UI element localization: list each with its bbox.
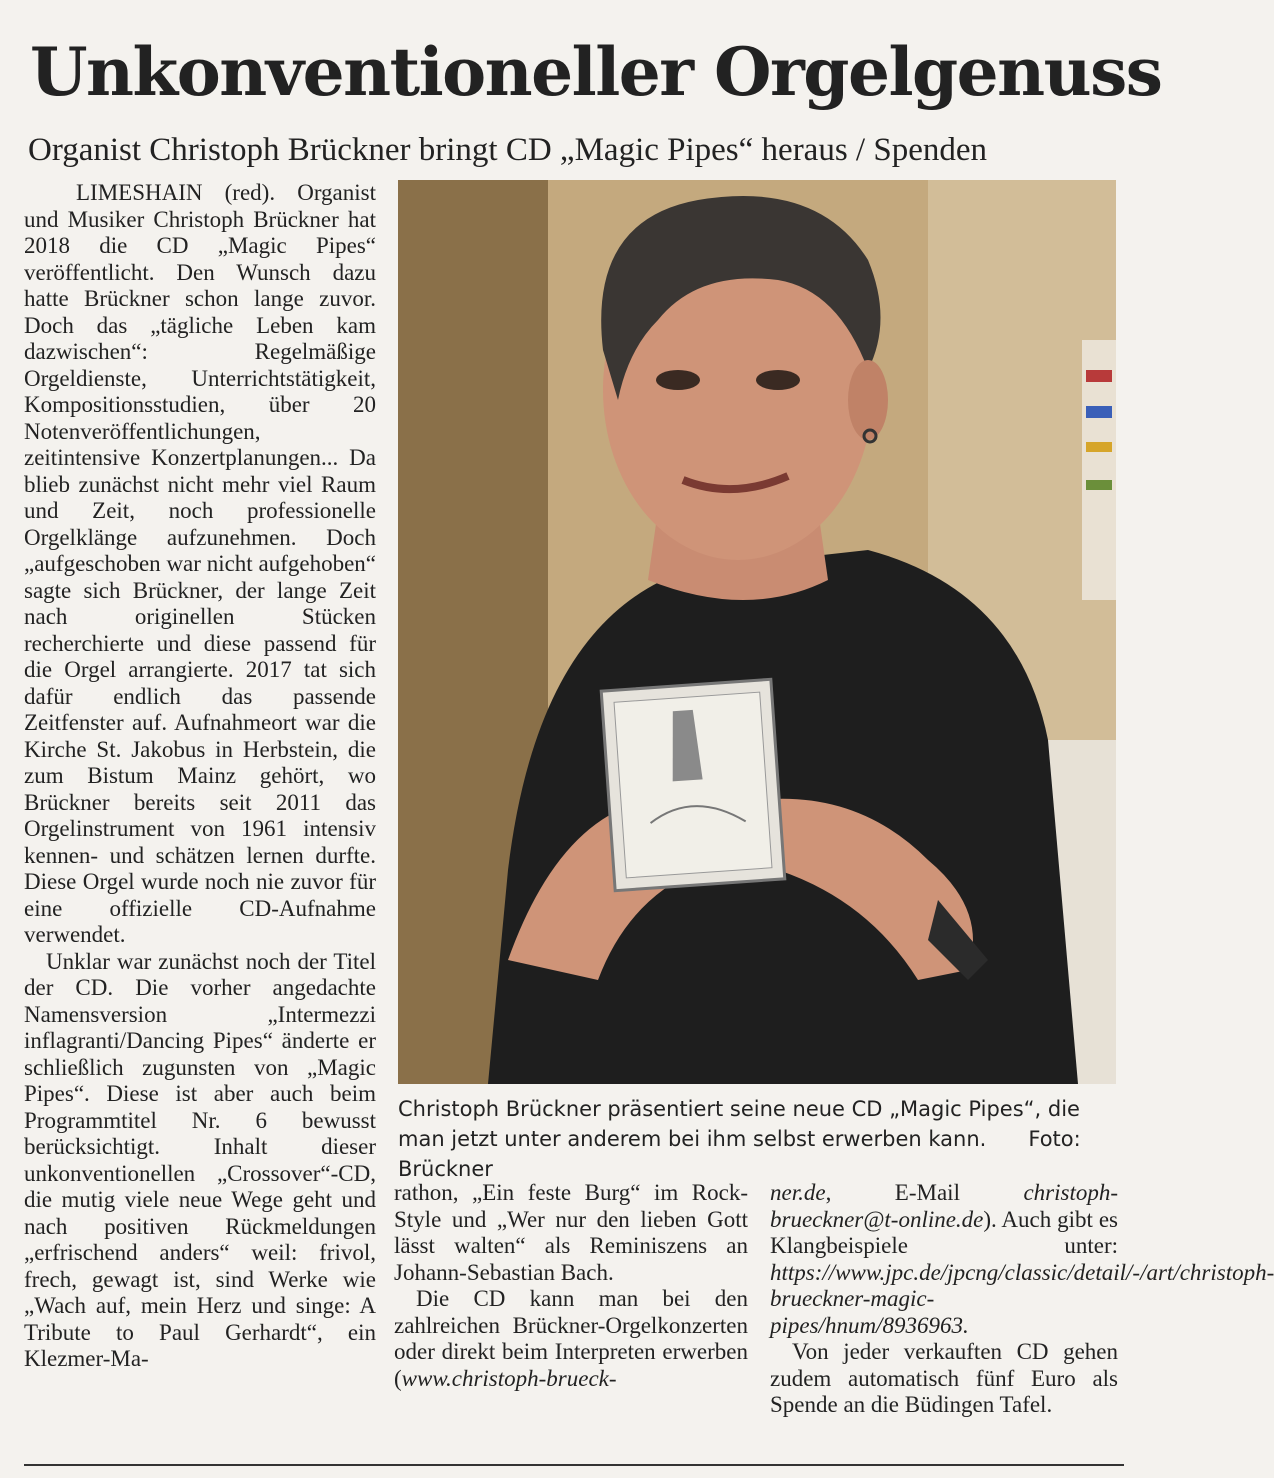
- photo-credit: Foto: Brückner: [398, 1127, 1081, 1181]
- paragraph-5: [770, 1180, 1274, 1339]
- paragraph-2: Unklar war zunächst noch der Titel der CD. Die vorher angedachte Namensversion „Intermezzi inflagranti/Dancing Pipes“ änderte er schließlich zugunsten von „Magic Pipes“. Diese ist aber auch beim Programmtitel Nr. 6 bewusst berücksichtigt. Inhalt dieser unkonventionellen „Crossover“-CD, die mutig viele neue Wege geht und nach positiven Rückmeldungen „erfrischend anders“ weil: frivol, frech, gewagt ist, sind Werke wie „Wach auf, mein Herz und singe: A Tribute to Paul Gerhardt“, ein Klezmer-Ma-: [24, 948, 376, 1371]
- caption-text: Christoph Brückner präsentiert seine neue CD „Magic Pipes“, die man jetzt unter anderem bei ihm selbst erwerben kann.: [398, 1097, 1080, 1151]
- portrait-illustration: [398, 180, 1116, 1084]
- paragraph-4: [394, 1286, 748, 1392]
- paragraph-6: Von jeder verkauften CD gehen zudem automatisch fünf Euro als Spende an die Büdingen Tafel.: [770, 1339, 1118, 1417]
- cd-case: [601, 679, 785, 890]
- article-photo: [398, 180, 1116, 1084]
- website-link-end[interactable]: ner.de: [770, 1180, 826, 1205]
- article-column-1: [24, 180, 376, 1373]
- paragraph-4-text: Die CD kann man bei den zahlreichen Brückner-Orgelkonzerten oder direkt beim Interpreten erwerben (: [394, 1286, 748, 1391]
- subheadline: Organist Christoph Brückner bringt CD „Magic Pipes“ heraus / Spenden: [28, 132, 987, 168]
- article-column-3: [770, 1180, 1274, 1419]
- bottom-divider: [24, 1464, 1124, 1466]
- photo-caption: [398, 1094, 1120, 1184]
- audio-samples-text: ). Auch gibt es Klangbeispiele unter:: [770, 1206, 1118, 1258]
- paragraph-1: LIMESHAIN (red). Organist und Musiker Christoph Brückner hat 2018 die CD „Magic Pipes“ veröffentlicht. Den Wunsch dazu hatte Brückner schon lange zuvor. Doch das „tägliche Leben kam dazwischen“: Regelmäßige Orgeldienste, Unterrichtstätigkeit, Kompositionsstudien, über 20 Notenveröffentlichungen, zeitintensive Konzertplanungen... Da blieb zunächst nicht mehr viel Raum und Zeit, noch professionelle Orgelklänge aufzunehmen. Doch „aufgeschoben war nicht aufgehoben“ sagte sich Brückner, der lange Zeit nach originellen Stücken recherchierte und diese passend für die Orgel arrangierte. 2017 tat sich dafür endlich das passende Zeitfenster auf. Aufnahmeort war die Kirche St. Jakobus in Herbstein, die zum Bistum Mainz gehört, wo Brückner bereits seit 2011 das Orgelinstrument von 1961 intensiv kennen- und schätzen lernen durfte. Diese Orgel wurde noch nie zuvor für eine offizielle CD-Aufnahme verwendet.: [24, 180, 376, 947]
- paragraph-3: rathon, „Ein feste Burg“ im Rock-Style und „Wer nur den lieben Gott lässt walten“ als Reminiszens an Johann-Sebastian Bach.: [394, 1180, 748, 1285]
- article-column-2: [394, 1180, 748, 1392]
- email-prefix: , E-Mail: [825, 1180, 1024, 1205]
- website-link-start[interactable]: www.christoph-brueck-: [401, 1365, 617, 1391]
- email-link[interactable]: christoph-brueckner@t-online.de: [770, 1180, 1118, 1232]
- headline: Unkonventioneller Orgelgenuss: [30, 33, 1162, 111]
- jpc-link[interactable]: https://www.jpc.de/jpcng/classic/detail/-/art/christoph-brueckner-magic-pipes/hnum/8936963.: [770, 1259, 1274, 1338]
